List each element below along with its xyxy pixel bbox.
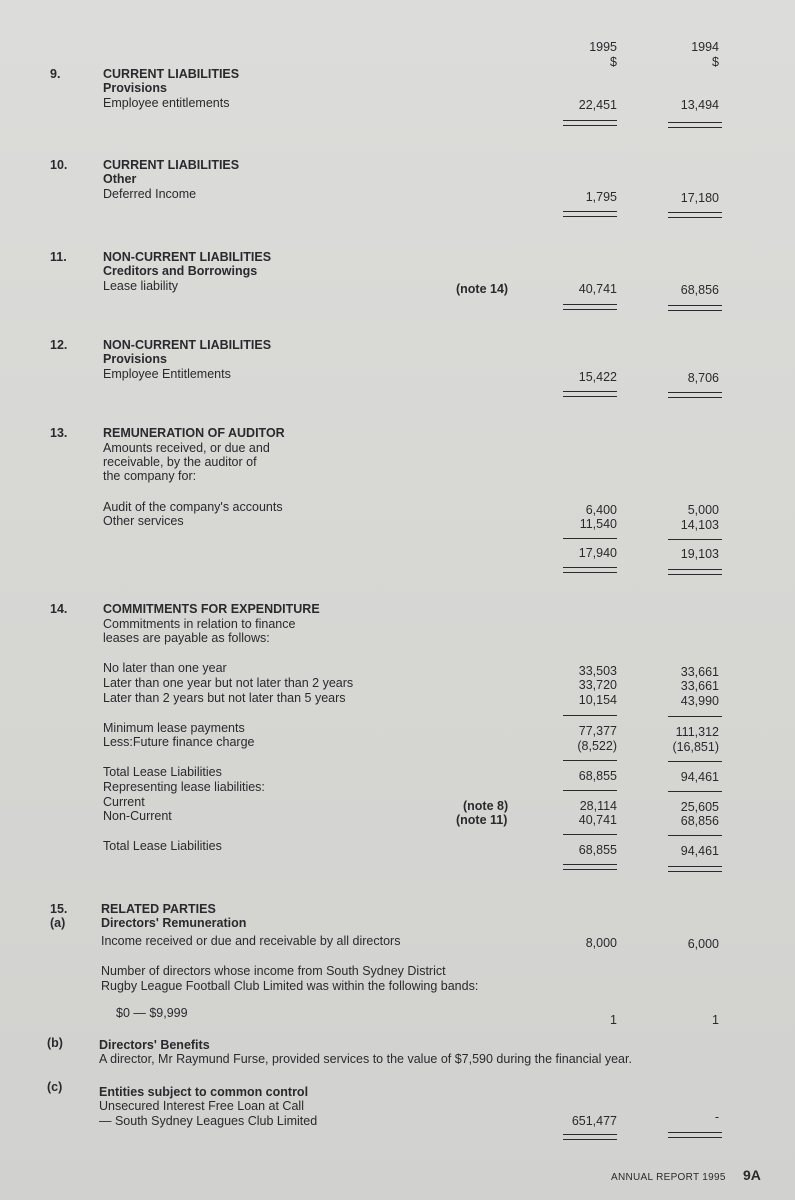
note-11-value-1995: 40,741 xyxy=(578,282,617,296)
double-rule xyxy=(668,866,722,872)
note-14-row-1994: 33,661 xyxy=(680,679,719,693)
note-12-value-1994: 8,706 xyxy=(687,371,719,385)
grand-total-1995: 68,855 xyxy=(578,843,617,857)
single-rule xyxy=(563,760,617,761)
directors-benefits-text: A director, Mr Raymund Furse, provided services to the value of $7,590 during the financial year. xyxy=(99,1052,632,1066)
double-rule xyxy=(563,391,617,397)
current-note-reference: (note 8) xyxy=(463,799,509,813)
double-rule xyxy=(563,120,617,126)
double-rule xyxy=(668,1132,722,1138)
non-current-note-reference: (note 11) xyxy=(456,813,508,827)
non-current-1995: 40,741 xyxy=(578,813,617,827)
common-control-title: Entities subject to common control xyxy=(99,1085,309,1099)
note-15-number: 15. xyxy=(50,902,68,916)
unit-1995-header: $ xyxy=(610,55,617,69)
note-13-row-1994: 5,000 xyxy=(687,503,719,517)
note-13-row-1994: 14,103 xyxy=(680,518,719,532)
finance-charge-1994: (16,851) xyxy=(672,740,719,754)
note-10-number: 10. xyxy=(50,158,68,172)
common-control-1995: 651,477 xyxy=(571,1114,617,1128)
note-14-row-label: No later than one year xyxy=(103,661,227,675)
note-13-desc: the company for: xyxy=(103,469,197,483)
year-1995-header: 1995 xyxy=(589,40,617,54)
director-income-label: Income received or due and receivable by all directors xyxy=(101,934,401,948)
note-13-title: REMUNERATION OF AUDITOR xyxy=(103,426,285,440)
total-lease-1994: 94,461 xyxy=(680,770,719,784)
note-13-total-1995: 17,940 xyxy=(578,546,617,560)
finance-charge-label: Less:Future finance charge xyxy=(103,735,255,749)
note-15-title: RELATED PARTIES xyxy=(101,902,216,916)
note-11-title: NON-CURRENT LIABILITIES xyxy=(103,250,272,264)
single-rule xyxy=(668,539,722,540)
double-rule xyxy=(563,211,617,217)
note-14-row-1995: 33,503 xyxy=(578,664,617,678)
note-13-desc: Amounts received, or due and xyxy=(103,441,270,455)
note-9-subtitle: Provisions xyxy=(103,81,167,95)
non-current-label: Non-Current xyxy=(103,809,172,823)
current-1994: 25,605 xyxy=(680,800,719,814)
note-15c-label: (c) xyxy=(47,1080,63,1094)
directors-benefits-title: Directors' Benefits xyxy=(99,1038,210,1052)
total-lease-label: Total Lease Liabilities xyxy=(103,765,222,779)
director-income-1995: 8,000 xyxy=(585,936,617,950)
grand-total-label: Total Lease Liabilities xyxy=(103,839,222,853)
note-11-number: 11. xyxy=(50,250,67,264)
note-12-number: 12. xyxy=(50,338,68,352)
current-label: Current xyxy=(103,795,145,809)
double-rule xyxy=(563,864,617,870)
note-13-number: 13. xyxy=(50,426,68,440)
single-rule xyxy=(563,538,617,539)
note-9-number: 9. xyxy=(50,67,61,81)
single-rule xyxy=(668,761,722,762)
band-label: $0 — $9,999 xyxy=(116,1006,188,1020)
current-1995: 28,114 xyxy=(579,799,617,813)
director-income-1994: 6,000 xyxy=(687,937,719,951)
note-14-row-1994: 33,661 xyxy=(680,665,719,679)
single-rule xyxy=(563,790,617,791)
common-control-item: — South Sydney Leagues Club Limited xyxy=(99,1114,318,1128)
footer-text: ANNUAL REPORT 1995 xyxy=(611,1172,726,1183)
note-13-row-label: Audit of the company's accounts xyxy=(103,500,283,514)
note-12-item: Employee Entitlements xyxy=(103,367,231,381)
note-10-title: CURRENT LIABILITIES xyxy=(103,158,240,172)
note-14-row-label: Later than one year but not later than 2 years xyxy=(103,676,354,690)
note-13-total-1994: 19,103 xyxy=(680,547,719,561)
representing-label: Representing lease liabilities: xyxy=(103,780,265,794)
single-rule xyxy=(668,716,722,717)
single-rule xyxy=(668,835,722,836)
single-rule xyxy=(563,715,617,716)
note-10-value-1995: 1,795 xyxy=(585,190,617,204)
note-10-value-1994: 17,180 xyxy=(680,191,719,205)
note-9-value-1995: 22,451 xyxy=(578,98,617,112)
double-rule xyxy=(668,212,722,218)
note-10-subtitle: Other xyxy=(103,172,137,186)
bands-text: Number of directors whose income from South Sydney District xyxy=(101,964,446,978)
double-rule xyxy=(668,122,722,128)
note-10-item: Deferred Income xyxy=(103,187,197,201)
band-1994: 1 xyxy=(712,1013,719,1027)
note-13-desc: receivable, by the auditor of xyxy=(103,455,257,469)
minimum-lease-1995: 77,377 xyxy=(578,724,617,738)
note-14-desc: Commitments in relation to finance xyxy=(103,617,296,631)
double-rule xyxy=(563,1134,617,1140)
year-1994-header: 1994 xyxy=(691,40,719,54)
note-14-row-1995: 33,720 xyxy=(578,678,617,692)
note-15-subtitle: Directors' Remuneration xyxy=(101,916,247,930)
band-1995: 1 xyxy=(610,1013,617,1027)
grand-total-1994: 94,461 xyxy=(680,844,719,858)
note-14-desc: leases are payable as follows: xyxy=(103,631,270,645)
note-14-number: 14. xyxy=(50,602,68,616)
note-15a-label: (a) xyxy=(50,916,66,930)
note-12-subtitle: Provisions xyxy=(103,352,167,366)
note-11-item: Lease liability xyxy=(103,279,179,293)
note-12-value-1995: 15,422 xyxy=(578,370,617,384)
minimum-lease-1994: 111,312 xyxy=(675,725,719,739)
note-15b-label: (b) xyxy=(47,1036,63,1050)
note-14-row-1994: 43,990 xyxy=(680,694,719,708)
non-current-1994: 68,856 xyxy=(680,814,719,828)
bands-text: Rugby League Football Club Limited was within the following bands: xyxy=(101,979,479,993)
page-number: 9A xyxy=(743,1167,761,1183)
note-12-title: NON-CURRENT LIABILITIES xyxy=(103,338,272,352)
double-rule xyxy=(563,567,617,573)
finance-charge-1995: (8,522) xyxy=(577,739,617,753)
note-11-reference: (note 14) xyxy=(456,282,509,296)
note-11-subtitle: Creditors and Borrowings xyxy=(103,264,258,278)
double-rule xyxy=(668,569,722,575)
note-13-row-label: Other services xyxy=(103,514,184,528)
note-9-item: Employee entitlements xyxy=(103,96,230,110)
note-9-value-1994: 13,494 xyxy=(680,98,719,112)
note-11-value-1994: 68,856 xyxy=(680,283,719,297)
double-rule xyxy=(668,305,722,311)
common-control-1994: - xyxy=(714,1110,719,1124)
single-rule xyxy=(668,791,722,792)
single-rule xyxy=(563,834,617,835)
note-9-title: CURRENT LIABILITIES xyxy=(103,67,240,81)
note-14-row-1995: 10,154 xyxy=(578,693,617,707)
note-14-row-label: Later than 2 years but not later than 5 years xyxy=(103,691,346,705)
double-rule xyxy=(563,304,617,310)
total-lease-1995: 68,855 xyxy=(578,769,617,783)
unit-1994-header: $ xyxy=(712,55,719,69)
note-13-row-1995: 6,400 xyxy=(585,503,617,517)
minimum-lease-label: Minimum lease payments xyxy=(103,721,245,735)
double-rule xyxy=(668,392,722,398)
note-14-title: COMMITMENTS FOR EXPENDITURE xyxy=(103,602,320,616)
common-control-sub: Unsecured Interest Free Loan at Call xyxy=(99,1099,304,1113)
note-13-row-1995: 11,540 xyxy=(579,517,617,531)
